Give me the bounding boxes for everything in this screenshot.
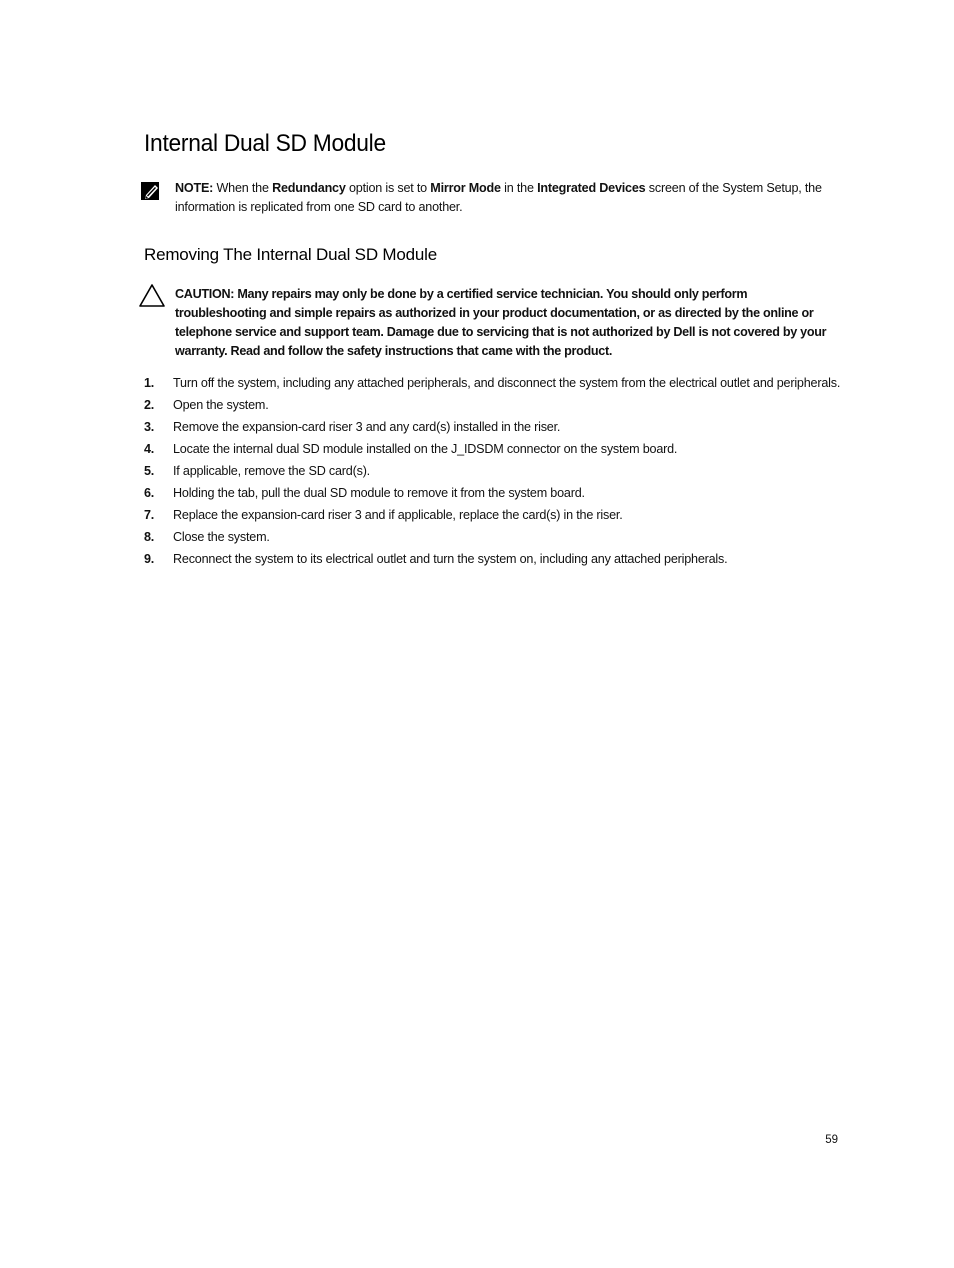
step-text: Close the system. [173,530,270,544]
list-item [144,396,844,414]
caution-text: CAUTION: Many repairs may only be done by a certified service technician. You should only perform troubleshooting and simple repairs as authorized in your product documentation, or as directed by the online or telephone service and support team. Damage due to servicing that is not authorized by Dell is not covered by your warranty. Read and follow the safety instructions that came with the product. [175,287,827,358]
step-text: Remove the expansion-card riser 3 and any card(s) installed in the riser. [173,420,561,434]
step-text: Open the system. [173,398,269,412]
step-text: Turn off the system, including any attached peripherals, and disconnect the system from the electrical outlet and peripherals. [173,376,841,390]
step-number: 2. [144,398,155,412]
step-number: 7. [144,508,155,522]
steps-list [144,374,844,572]
list-item [144,418,844,436]
list-item [144,550,844,568]
step-text: Holding the tab, pull the dual SD module to remove it from the system board. [173,486,585,500]
note-term-redundancy: Redundancy [272,181,346,195]
step-number: 4. [144,442,155,456]
note-term-mirror-mode: Mirror Mode [430,181,501,195]
list-item [144,462,844,480]
note-label: NOTE: [175,181,214,195]
page-title: Internal Dual SD Module [144,130,386,157]
note-text [175,179,845,217]
step-text: Reconnect the system to its electrical outlet and turn the system on, including any attached peripherals. [173,552,728,566]
note-text-3: in the [500,181,538,195]
step-number: 5. [144,464,155,478]
step-number: 6. [144,486,155,500]
note-text-2: option is set to [345,181,431,195]
step-number: 3. [144,420,155,434]
list-item [144,374,844,392]
step-number: 8. [144,530,155,544]
note-text-4: screen of the System Setup, the information is replicated from one SD card to another. [175,181,822,214]
step-text: If applicable, remove the SD card(s). [173,464,370,478]
step-text: Locate the internal dual SD module installed on the J_IDSDM connector on the system board. [173,442,678,456]
caution-triangle-icon [138,283,166,308]
section-title: Removing The Internal Dual SD Module [144,245,437,264]
list-item [144,484,844,502]
page-number: 59 [825,1134,838,1146]
pencil-note-icon [140,180,162,202]
note-text-1: When the [213,181,273,195]
list-item [144,528,844,546]
note-term-integrated-devices: Integrated Devices [537,181,646,195]
list-item [144,440,844,458]
step-number: 1. [144,376,155,390]
step-text: Replace the expansion-card riser 3 and if applicable, replace the card(s) in the riser. [173,508,623,522]
list-item [144,506,844,524]
step-number: 9. [144,552,155,566]
